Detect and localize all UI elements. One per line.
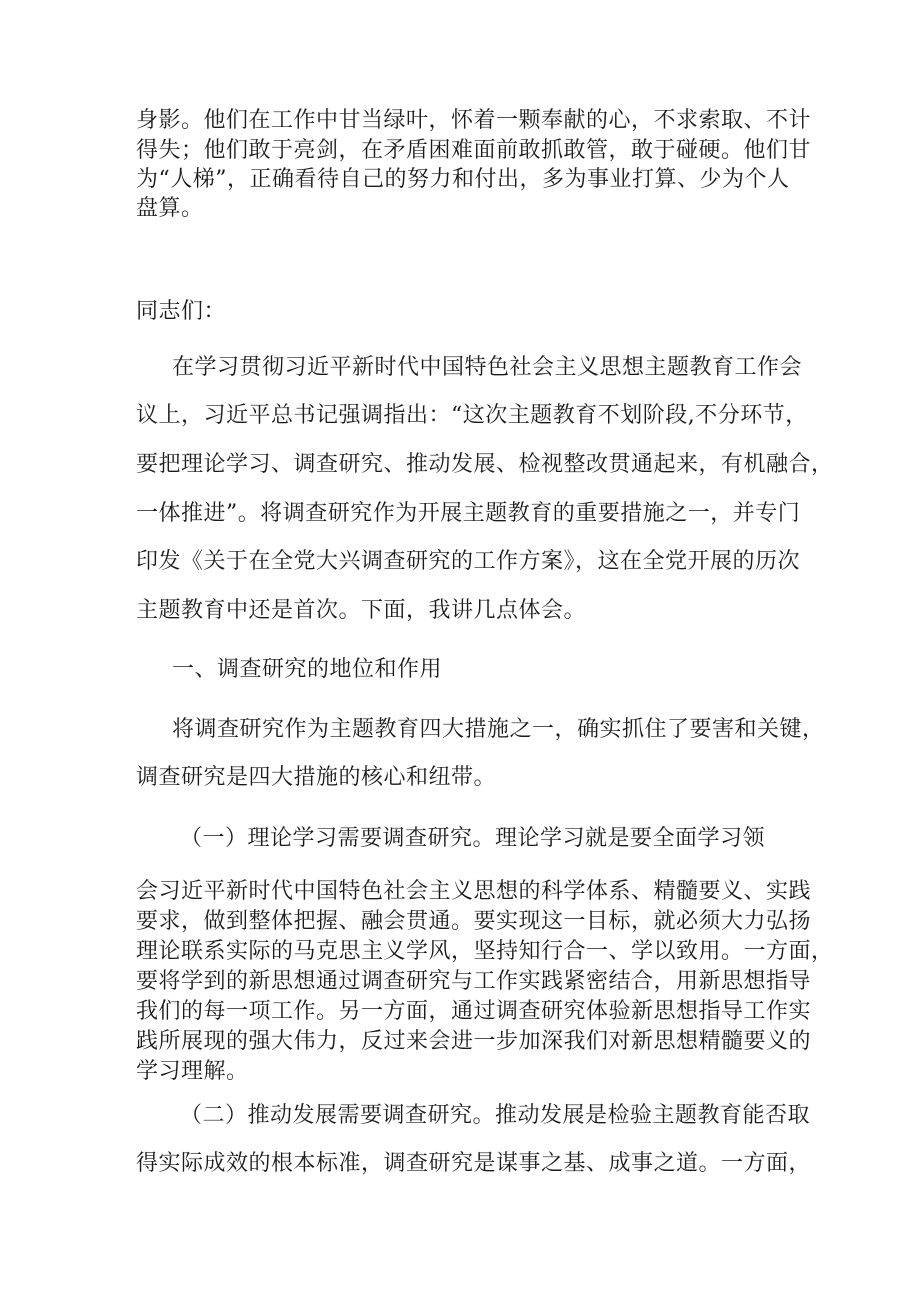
text-line: 盘算。 — [136, 196, 204, 221]
text-line: 印发《关于在全党大兴调查研究的工作方案》，这在全党开展的历次 — [136, 549, 801, 574]
section-heading: 一、调查研究的地位和作用 — [172, 657, 443, 682]
text-line: 将调查研究作为主题教育四大措施之一，确实抓住了要害和关键， — [172, 717, 825, 742]
salutation: 同志们： — [136, 299, 227, 324]
text-line: 主题教育中还是首次。下面，我讲几点体会。 — [136, 598, 587, 623]
text-line: 一体推进”。将调查研究作为开展主题教育的重要措施之一，并专门 — [136, 501, 801, 526]
text-line: 理论联系实际的马克思主义学风，坚持知行合一、学以致用。一方面， — [136, 939, 834, 964]
text-line: 我们的每一项工作。另一方面，通过调查研究体验新思想指导工作实 — [136, 999, 812, 1024]
subsection-heading: （一）理论学习需要调查研究。理论学习就是要全面学习领 — [180, 826, 766, 851]
text-line: 要把理论学习、调查研究、推动发展、检视整改贯通起来，有机融合， — [136, 452, 834, 477]
text-line: 身影。他们在工作中甘当绿叶，怀着一颗奉献的心，不求索取、不计 — [136, 108, 812, 133]
text-line: 得实际成效的根本标准，调查研究是谋事之基、成事之道。一方面， — [136, 1151, 812, 1176]
text-line: 为“人梯”，正确看待自己的努力和付出，多为事业打算、少为个人 — [136, 167, 790, 192]
text-line: 要求，做到整体把握、融会贯通。要实现这一目标，就必须大力弘扬 — [136, 909, 812, 934]
text-line: 践所展现的强大伟力，反过来会进一步加深我们对新思想精髓要义的 — [136, 1029, 812, 1054]
text-line: 得失；他们敢于亮剑，在矛盾困难面前敢抓敢管，敢于碰硬。他们甘 — [136, 138, 812, 163]
subsection-heading: （二）推动发展需要调查研究。推动发展是检验主题教育能否取 — [180, 1103, 811, 1128]
text-line: 在学习贯彻习近平新时代中国特色社会主义思想主题教育工作会 — [172, 355, 803, 380]
text-line: 议上，习近平总书记强调指出：“这次主题教育不划阶段,不分环节， — [136, 403, 808, 428]
text-line: 调查研究是四大措施的核心和纽带。 — [136, 765, 497, 790]
text-line: 会习近平新时代中国特色社会主义思想的科学体系、精髓要义、实践 — [136, 879, 812, 904]
text-line: 要将学到的新思想通过调查研究与工作实践紧密结合，用新思想指导 — [136, 969, 812, 994]
text-line: 学习理解。 — [136, 1059, 249, 1084]
